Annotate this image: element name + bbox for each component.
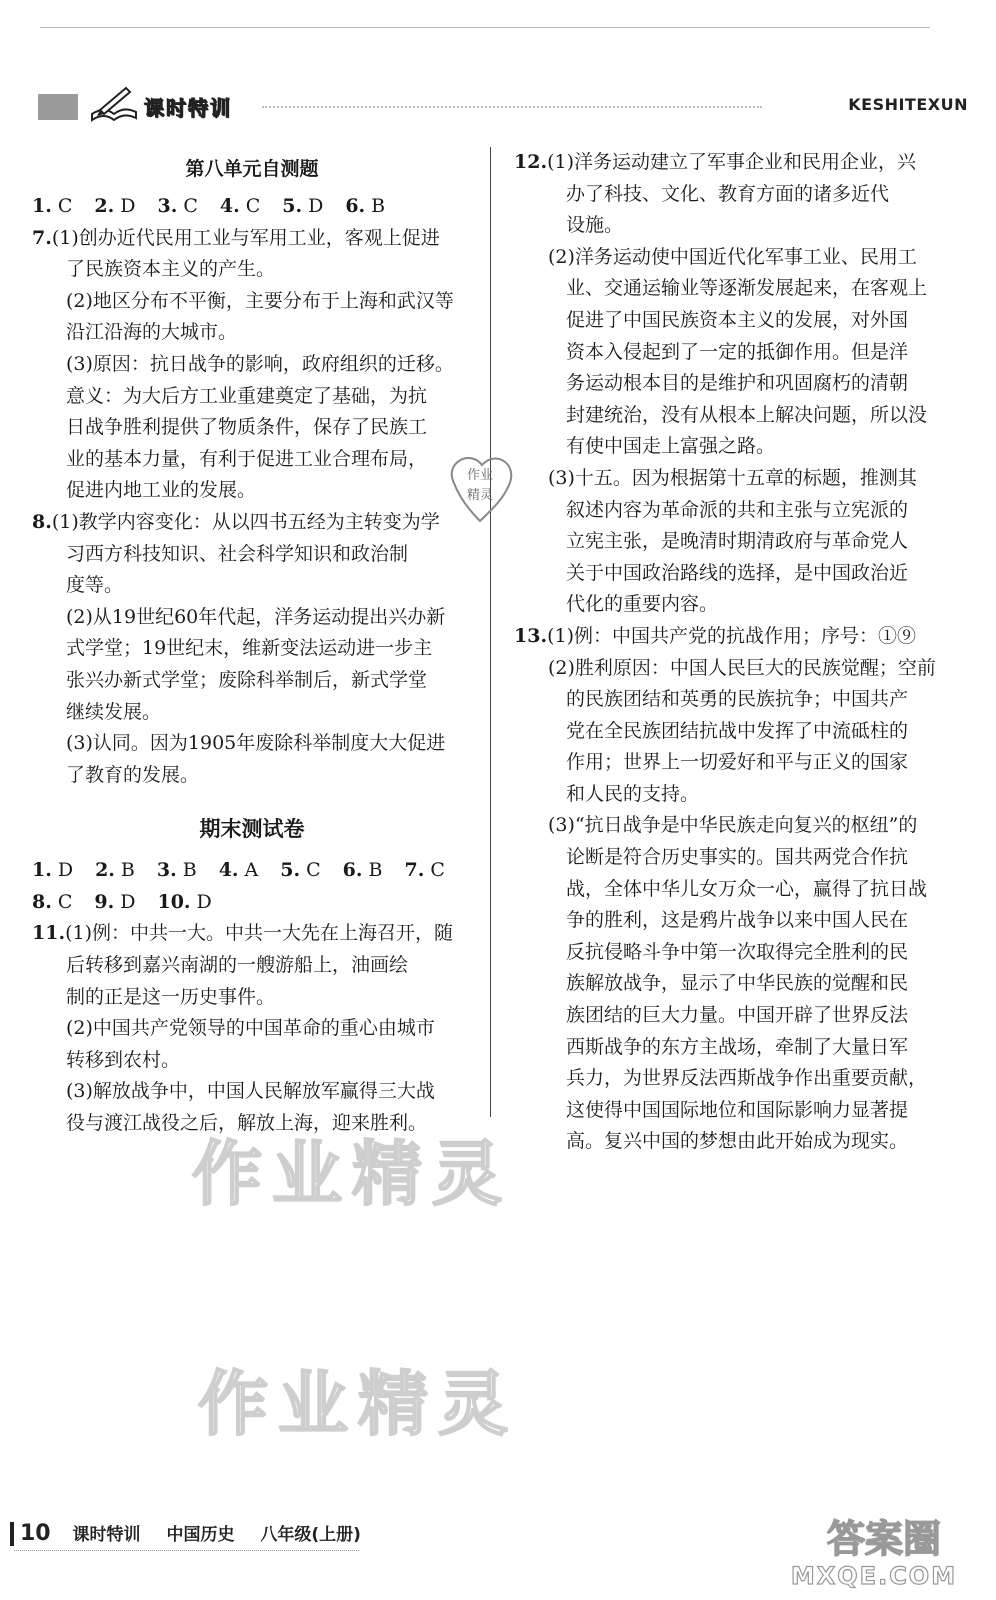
q7-p3-line: 促进内地工业的发展。	[66, 479, 257, 502]
stamp-line: 作业	[466, 468, 494, 483]
q13-p2-line: 和人民的支持。	[566, 782, 700, 805]
q13-p2-line: 的民族团结和英勇的民族抗争；中国共产	[566, 688, 909, 711]
q11-p1-line: 制的正是这一历史事件。	[66, 985, 276, 1008]
mc-letter: C	[57, 890, 73, 913]
mc-letter: B	[182, 859, 197, 882]
question-13	[514, 621, 954, 1158]
footer-dotted-rule	[14, 1550, 359, 1551]
mc-answer	[157, 859, 197, 881]
watermark-stamp	[440, 445, 522, 527]
q12-p2-line: 促进了中国民族资本主义的发展，对外国	[566, 308, 909, 331]
mc-letter: C	[430, 859, 445, 882]
q11-p1-line: (1)例：中共一大。中共一大先在上海召开，随	[65, 922, 453, 945]
mc-answer	[282, 195, 323, 217]
q12-p2-line: (2)洋务运动使中国近代化军事工业、民用工	[548, 245, 917, 268]
stamp-line: 精灵	[466, 488, 494, 503]
q12-p1-line: (1)洋务运动建立了军事企业和民用企业，兴	[547, 151, 916, 173]
mc-letter: C	[245, 195, 261, 217]
mc-number: 9.	[94, 890, 115, 913]
q7-number: 7.	[32, 226, 52, 249]
final-test-title: 期末测试卷	[199, 817, 305, 842]
q8-p1-line: 度等。	[66, 574, 124, 597]
q12-p2-line: 业、交通运输业等逐渐发展起来，在客观上	[566, 277, 928, 300]
corner-logo-url: MXQE.COM	[790, 1562, 958, 1590]
q13-p3-line: 族解放战争，显示了中华民族的觉醒和民	[566, 972, 909, 995]
mc-number: 2.	[95, 859, 115, 882]
final-test-mc-row1	[32, 855, 472, 887]
mc-number: 6.	[342, 859, 363, 882]
corner-logo-text: 答案圈	[826, 1517, 942, 1561]
mc-number: 6.	[345, 195, 366, 217]
q12-p2-line: 封建统治，没有从根本上解决问题，所以没	[566, 403, 928, 426]
q7-p3-line: (3)原因：抗日战争的影响，政府组织的迁移。	[66, 352, 454, 375]
question-12	[514, 147, 954, 621]
watermark-text: 作业精灵	[198, 1363, 518, 1445]
left-column	[32, 147, 472, 1140]
q11-p2-line: (2)中国共产党领导的中国革命的重心由城市	[66, 1017, 435, 1040]
q11-p2-line: 转移到农村。	[66, 1048, 181, 1071]
mc-number: 1.	[32, 195, 52, 217]
q7-p3-line: 意义：为大后方工业重建奠定了基础，为抗	[66, 384, 428, 407]
mc-letter: B	[120, 859, 135, 882]
q12-p3-line: 代化的重要内容。	[566, 593, 719, 616]
q7-p2-line: 沿江沿海的大城市。	[66, 321, 238, 344]
mc-number: 3.	[156, 859, 177, 882]
q12-p2-line: 有使中国走上富强之路。	[566, 435, 776, 458]
mc-answer	[95, 859, 135, 881]
q13-p3-line: 争的胜利，这是鸦片战争以来中国人民在	[566, 909, 909, 932]
unit-test-mc-answers	[32, 191, 472, 223]
q12-number: 12.	[514, 151, 548, 173]
footer-bar	[10, 1522, 14, 1546]
q8-p3-line: 了教育的发展。	[66, 763, 200, 786]
mc-number: 5.	[280, 859, 301, 882]
question-8	[32, 507, 472, 791]
q13-p2-line: (2)胜利原因：中国人民巨大的民族觉醒；空前	[548, 656, 936, 679]
q7-p3-line: 业的基本力量，有利于促进工业合理布局，	[66, 447, 428, 470]
q12-p1-line: 办了科技、文化、教育方面的诸多近代	[566, 182, 890, 205]
q13-p3-line: 兵力，为世界反法西斯战争作出重要贡献，	[566, 1067, 928, 1090]
q12-p3-line: 立宪主张，是晚清时期清政府与革命党人	[566, 530, 909, 553]
mc-letter: B	[371, 195, 386, 217]
mc-answer	[32, 891, 72, 913]
final-test-mc-row2	[32, 887, 472, 919]
footer-grade: 八年级(上册)	[260, 1525, 361, 1545]
mc-letter: A	[244, 859, 259, 882]
top-rule	[40, 27, 930, 28]
footer-book: 课时特训	[72, 1525, 141, 1545]
mc-answer	[345, 195, 385, 217]
mc-letter: D	[57, 859, 74, 882]
mc-letter: C	[306, 859, 321, 882]
q12-p2-line: 资本入侵起到了一定的抵御作用。但是洋	[566, 340, 909, 363]
footer-subject: 中国历史	[166, 1525, 235, 1545]
q7-p1-line: (1)创办近代民用工业与军用工业，客观上促进	[51, 226, 440, 249]
question-7	[32, 223, 472, 507]
mc-letter: C	[57, 195, 73, 217]
mc-number: 2.	[94, 195, 115, 217]
watermark-text: 作业精灵	[192, 1133, 512, 1215]
mc-number: 10.	[157, 890, 191, 913]
mc-number: 4.	[219, 195, 240, 217]
mc-letter: D	[120, 890, 136, 913]
column-divider	[490, 147, 491, 1117]
mc-letter: C	[183, 195, 198, 217]
q11-p1-line: 后转移到嘉兴南湖的一艘游船上，油画绘	[66, 954, 409, 977]
q12-p3-line: 关于中国政治路线的选择，是中国政治近	[566, 561, 909, 584]
q13-p2-line: 作用；世界上一切爱好和平与正义的国家	[566, 751, 909, 774]
mc-number: 1.	[32, 859, 52, 882]
mc-number: 8.	[32, 890, 52, 913]
q12-p2-line: 务运动根本目的是维护和巩固腐朽的清朝	[566, 372, 909, 395]
q8-number: 8.	[32, 510, 52, 533]
q8-p1-line: (1)教学内容变化：从以四书五经为主转变为学	[51, 510, 440, 533]
q11-number: 11.	[32, 922, 66, 945]
header-title: 课时特训	[144, 96, 232, 120]
mc-answer	[219, 859, 259, 881]
mc-answer	[157, 891, 211, 913]
mc-answer	[280, 859, 320, 881]
q7-p3-line: 日战争胜利提供了物质条件，保存了民族工	[66, 416, 428, 439]
mc-letter: D	[196, 890, 212, 913]
mc-answer	[32, 195, 72, 217]
q8-p2-line: 式学堂；19世纪末，维新变法运动进一步主	[66, 637, 433, 660]
header-brand: KESHITEXUN	[848, 95, 968, 114]
pen-book-icon	[86, 84, 140, 124]
mc-number: 7.	[404, 859, 425, 882]
q12-p3-line: 叙述内容为革命派的共和主张与立宪派的	[566, 498, 909, 521]
mc-letter: D	[308, 195, 324, 217]
mc-number: 4.	[218, 859, 239, 882]
q13-p3-line: 高。复兴中国的梦想由此开始成为现实。	[566, 1130, 909, 1153]
q12-p1-line: 设施。	[566, 214, 624, 237]
mc-answer	[32, 859, 73, 881]
q13-p3-line: 论断是符合历史事实的。国共两党合作抗	[566, 846, 909, 869]
q13-p3-line: 战，全体中华儿女万众一心，赢得了抗日战	[566, 877, 928, 900]
q13-p3-line: 族团结的巨大力量。中国开辟了世界反法	[566, 1004, 909, 1027]
right-column	[514, 147, 954, 1158]
mc-number: 5.	[282, 195, 303, 217]
mc-answer	[94, 195, 135, 217]
page-footer	[20, 1520, 381, 1546]
question-11	[32, 918, 472, 1139]
q13-number: 13.	[514, 624, 548, 647]
mc-answer	[343, 859, 383, 881]
q11-p3-line: (3)解放战争中，中国人民解放军赢得三大战	[66, 1080, 435, 1103]
mc-answer	[220, 195, 260, 217]
q11-p3-line: 役与渡江战役之后，解放上海，迎来胜利。	[66, 1112, 428, 1135]
unit-test-title: 第八单元自测题	[185, 158, 319, 180]
q13-p3-line: 反抗侵略斗争中第一次取得完全胜利的民	[566, 940, 909, 963]
q12-p3-line: (3)十五。因为根据第十五章的标题，推测其	[548, 466, 917, 489]
q13-p3-line: (3)“抗日战争是中华民族走向复兴的枢纽”的	[548, 814, 918, 837]
q7-p2-line: (2)地区分布不平衡，主要分布于上海和武汉等	[66, 289, 454, 312]
corner-logo	[764, 1512, 984, 1590]
q13-p2-line: 党在全民族团结抗战中发挥了中流砥柱的	[566, 719, 909, 742]
mc-number: 3.	[157, 195, 178, 217]
q8-p3-line: (3)认同。因为1905年废除科举制度大大促进	[66, 732, 446, 755]
q13-p3-line: 西斯战争的东方主战场，牵制了大量日军	[566, 1035, 909, 1058]
q8-p1-line: 习西方科技知识、社会科学知识和政治制	[66, 542, 409, 565]
q8-p2-line: 张兴办新式学堂；废除科举制后，新式学堂	[66, 668, 428, 691]
page-number: 10	[20, 1521, 51, 1546]
q8-p2-line: (2)从19世纪60年代起，洋务运动提出兴办新	[66, 605, 446, 628]
mc-letter: B	[368, 859, 383, 882]
mc-answer	[404, 859, 444, 881]
mc-answer	[157, 195, 197, 217]
header-grey-bar	[38, 94, 78, 120]
q13-p1-line: (1)例：中国共产党的抗战作用；序号：①⑨	[547, 624, 916, 647]
q8-p2-line: 继续发展。	[66, 700, 162, 723]
q7-p1-line: 了民族资本主义的产生。	[66, 258, 276, 281]
mc-answer	[94, 891, 135, 913]
q13-p3-line: 这使得中国国际地位和国际影响力显著提	[566, 1098, 909, 1121]
mc-letter: D	[120, 195, 136, 217]
header-dotted-rule	[262, 106, 762, 108]
